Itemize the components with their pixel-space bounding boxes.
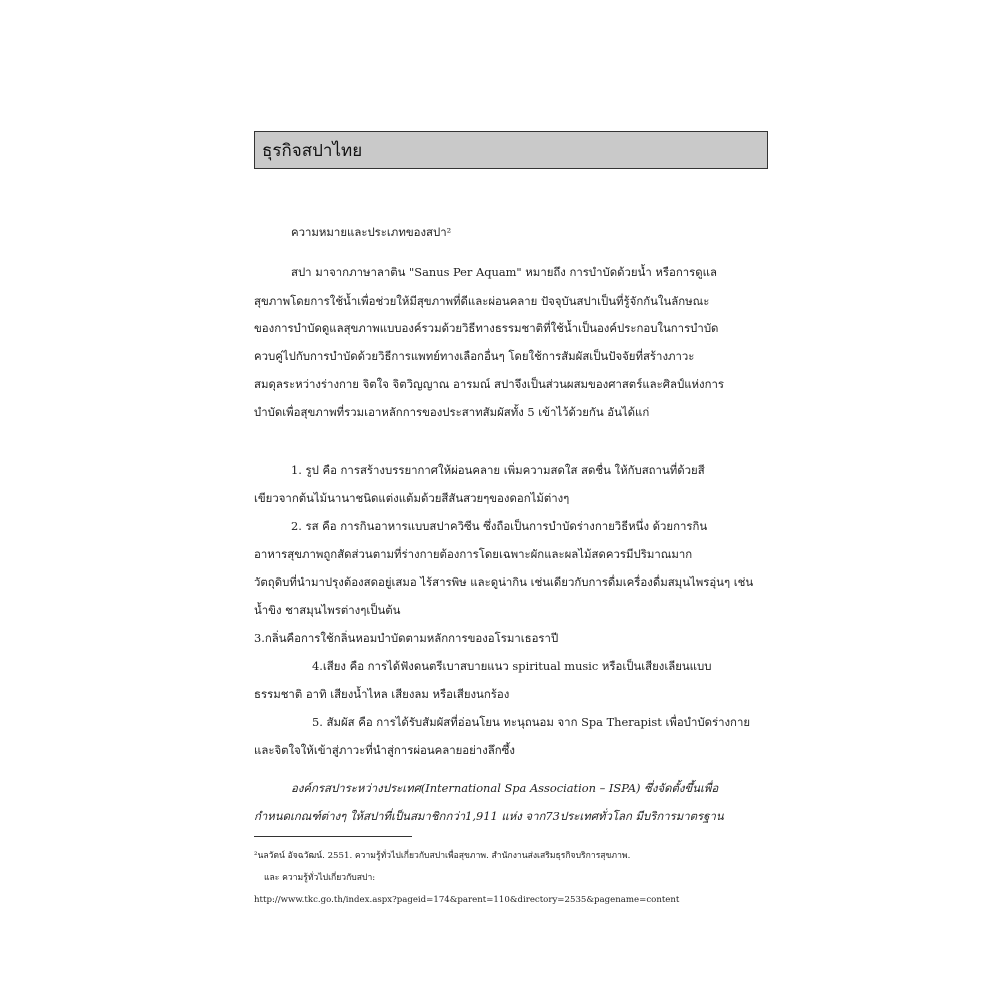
intro-line: ของการบำบัดดูแลสุขภาพแบบองค์รวมด้วยวิธีทางธรรมชาติที่ใช้น้ำเป็นองค์ประกอบในการบำบัด [254,321,719,335]
intro-line: สมดุลระหว่างร่างกาย จิตใจ จิตวิญญาณ อารมณ์ สปาจึงเป็นส่วนผสมของศาสตร์และศิลป์แห่งการ [254,377,725,391]
chapter-title: ธุรกิจสปาไทย [262,140,363,161]
footnote-line: และ ความรู้ทั่วไปเกี่ยวกับสปา: [264,873,376,883]
closing-line: กำหนดเกณฑ์ต่างๆ ให้สปาที่เป็นสมาชิกกว่า1,911 แห่ง จาก73ประเทศทั่วโลก มีบริการมาตรฐาน [254,809,724,823]
list-item: 4.เสียง คือ การได้ฟังดนตรีเบาสบายแนว spiritual music หรือเป็นเสียงเลียนแบบ [312,659,712,673]
chapter-title-box [254,131,768,169]
list-item: เขียวจากต้นไม้นานาชนิดแต่งแต้มด้วยสีสันสวยๆของดอกไม้ต่างๆ [254,491,570,505]
section-heading: ความหมายและประเภทของสปา² [291,225,452,239]
list-item: ธรรมชาติ อาทิ เสียงน้ำไหล เสียงลม หรือเสียงนกร้อง [254,687,510,701]
list-item: และจิตใจให้เข้าสู่ภาวะที่นำสู่การผ่อนคลายอย่างลึกซึ้ง [254,743,515,757]
list-item: 3.กลิ่นคือการใช้กลิ่นหอมบำบัดตามหลักการของอโรมาเธอราปี [254,631,559,645]
intro-line: บำบัดเพื่อสุขภาพที่รวมเอาหลักการของประสาทสัมผัสทั้ง 5 เข้าไว้ด้วยกัน อันได้แก่ [254,405,650,419]
list-item: 5. สัมผัส คือ การได้รับสัมผัสที่อ่อนโยน ทะนุถนอม จาก Spa Therapist เพื่อบำบัดร่างกาย [312,715,751,729]
footnote-line: ²นลวัตน์ อัจฉวัฒน์. 2551. ความรู้ทั่วไปเกี่ยวกับสปาเพื่อสุขภาพ. สำนักงานส่งเสริมธุรกิจบริการสุขภาพ. [254,851,631,861]
list-item: น้ำขิง ชาสมุนไพรต่างๆเป็นต้น [254,603,401,617]
footnote-url: http://www.tkc.go.th/index.aspx?pageid=174&parent=110&directory=2535&pagename=content [254,895,680,905]
list-item: 2. รส คือ การกินอาหารแบบสปาควิซีน ซึ่งถือเป็นการบำบัดร่างกายวิธีหนึ่ง ด้วยการกิน [291,519,708,533]
footnote-rule [254,836,412,837]
intro-line: สปา มาจากภาษาลาติน "Sanus Per Aquam" หมายถึง การบำบัดด้วยน้ำ หรือการดูแล [291,265,717,279]
list-item: 1. รูป คือ การสร้างบรรยากาศให้ผ่อนคลาย เพิ่มความสดใส สดชื่น ให้กับสถานที่ด้วยสี [291,463,705,477]
intro-line: ควบคู่ไปกับการบำบัดด้วยวิธีการแพทย์ทางเลือกอื่นๆ โดยใช้การสัมผัสเป็นปัจจัยที่สร้างภาวะ [254,349,695,363]
intro-line: สุขภาพโดยการใช้น้ำเพื่อช่วยให้มีสุขภาพที่ดีและผ่อนคลาย ปัจจุบันสปาเป็นที่รู้จักกันในลักษณะ [254,294,710,308]
list-item: อาหารสุขภาพถูกสัดส่วนตามที่ร่างกายต้องการโดยเฉพาะผักและผลไม้สดควรมีปริมาณมาก [254,547,693,561]
list-item: วัตถุดิบที่นำมาปรุงต้องสดอยู่เสมอ ไร้สารพิษ และดูน่ากิน เช่นเดียวกับการดื่มเครื่องดื่มสมุนไพรอุ่นๆ เช่น [254,575,754,589]
closing-line: องค์กรสปาระหว่างประเทศ(International Spa Association – ISPA) ซึ่งจัดตั้งขึ้นเพื่อ [291,781,719,795]
